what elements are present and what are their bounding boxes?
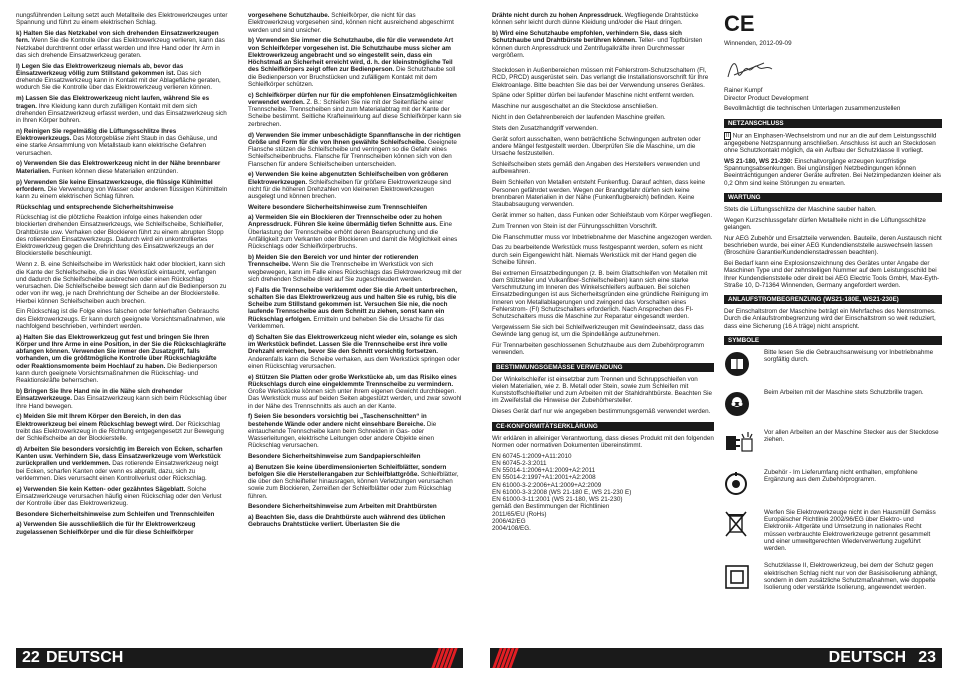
protection-class-ii-icon: II <box>726 132 730 139</box>
paragraph: Maschine nur ausgeschaltet an die Steckdose anschließen. <box>492 103 658 111</box>
paragraph: Rückschlag ist die plötzliche Reaktion infolge eines hakenden oder blockierten drehenden Einsatzwerkzeugs, wie Schleifscheibe, Schleifteller, Drahtbürste usw. Verhaken oder Blockieren führt zu einem abrupten Stopp des rotierenden Einsatzwerkzeugs. Dadurch wird ein unkontrolliertes Elektrowerkzeug gegen die Drehrichtung des Einsatzwerkzeugs an der Blockierstelle beschleunigt. <box>16 214 224 258</box>
column-2 <box>248 12 462 644</box>
list-item: gemäß den Bestimmungen der Richtlinien <box>492 503 610 511</box>
list-item: EN 61000-3-3:2008 (WS 21-180 E, WS 21-230 E) <box>492 488 632 496</box>
language-label: DEUTSCH <box>46 649 124 666</box>
red-stripes-icon <box>435 648 457 668</box>
list-item: 2006/42/EG <box>492 517 526 525</box>
paragraph: a) Vermeiden Sie ein Blockieren der Trennscheibe oder zu hohen Anpressdruck. Führen Sie keine übermäßig tiefen Schnitte aus. Eine Überlastung der Trennscheibe erhöht deren Beanspruchung und die Anfälligkeit zum Verkanten oder Blockieren und damit die Möglichkeit eines Rückschlags oder Schleifkörperbruchs. <box>248 214 458 251</box>
paragraph: d) Verwenden Sie immer unbeschädigte Spannflansche in der richtigen Größe und Form für die von Ihnen gewählte Schleifscheibe. Geeignete Flansche stützen die Schleifscheibe und verringern so die Gefahr eines Schleifscheibenbruchs. Flansche für Trennscheiben können sich von den Flanschen für andere Schleifscheiben unterscheiden. <box>248 131 461 168</box>
section-heading: Rückschlag und entsprechende Sicherheitshinweise <box>16 203 174 211</box>
paragraph: Nicht in den Gefahrenbereich der laufenden Maschine greifen. <box>492 114 666 122</box>
paragraph: o) Verwenden Sie das Elektrowerkzeug nicht in der Nähe brennbarer Materialien. Funken können diese Materialien entzünden. <box>16 160 221 175</box>
list-item: EN 60745-1:2009+A11:2010 <box>492 452 572 460</box>
paragraph: a) Verwenden Sie ausschließlich die für Ihr Elektrowerkzeug zugelassenen Schleifkörper und die für diese Schleifkörper <box>16 521 196 536</box>
section-banner: NETZANSCHLUSS <box>724 119 942 128</box>
paragraph: a) Halten Sie das Elektrowerkzeug gut fest und bringen Sie Ihren Körper und Ihre Arme in eine Position, in der Sie die Rückschlagkräfte abfangen können. Verwenden Sie immer den Zusatzgriff, falls vorhanden, um die größtmögliche Kontrolle über Rückschlagkräfte oder Reaktionsmomente beim Hochlauf zu haben. Die Bedienperson kann durch geeignete Vorsichtsmaßnahmen die Rückschlag- und Reaktionskräfte beherrschen. <box>16 333 227 385</box>
paragraph: Dieses Gerät darf nur wie angegeben bestimmungsgemäß verwendet werden. <box>492 408 711 416</box>
paragraph: k) Halten Sie das Netzkabel von sich drehenden Einsatzwerkzeugen fern. Wenn Sie die Kontrolle über das Elektrowerkzeug verlieren, kann das Netzkabel durchtrennt oder erfasst werden und Ihre Hand oder Ihr Arm in das sich drehende Einsatzwerkzeug geraten. <box>16 30 225 59</box>
paragraph: d) Arbeiten Sie besonders vorsichtig im Bereich von Ecken, scharfen Kanten usw. Verhindern Sie, dass Einsatzwerkzeuge vom Werkstück zurückprallen und verklemmen. Das rotierende Einsatzwerkzeug neigt bei Ecken, scharfen Kanten oder wenn es abprallt, dazu, sich zu verklemmen. Dies verursacht einen Kontrollverlust oder Rückschlag. <box>16 445 223 482</box>
column-4 <box>724 12 942 644</box>
paragraph: Ein Rückschlag ist die Folge eines falschen oder fehlerhaften Gebrauchs des Elektrowerkzeugs. Er kann durch geeignete Vorsichtsmaßnahmen, wie nachfolgend beschrieben, verhindert werden. <box>16 308 226 330</box>
paragraph: b) Verwenden Sie immer die Schutzhaube, die für die verwendete Art von Schleifkörper vorgesehen ist. Die Schutzhaube muss sicher am Elektrowerkzeug angebracht und so eingestellt sein, dass ein Höchstmaß an Sicherheit erreicht wird, d. h. der kleinstmögliche Teil des Schleifkörpers zeigt offen zur Bedienperson. Die Schutzhaube soll die Bedienperson vor Bruchstücken und zufälligem Kontakt mit dem Schleifkörper schützen. <box>248 37 456 88</box>
symbol-description: Werfen Sie Elektrowerkzeuge nicht in den Hausmüll! Gemäss Europäischer Richtlinie 2002/96/EG über Elektro- und Elektronik- Altgeräte und Umsetzung in nationales Recht müssen verbrauchte Elektrowerkzeuge getrennt gesammelt und einer umweltgerechten Wiederverwertung zugeführt werden. <box>764 508 936 553</box>
paragraph: nungsführenden Leitung setzt auch Metallteile des Elektrowerkzeuges unter Spannung und führt zu einem elektrischen Schlag. <box>16 12 228 27</box>
declaration-date: Winnenden, 2012-09-09 <box>724 40 792 48</box>
paragraph: Bei extremen Einsatzbedingungen (z. B. beim Glattschleifen von Metallen mit dem Stützteller und Vulkanfiber-Schleifscheiben) kann sich eine starke Verschmutzung im Inneren des Winkelschleifers aufbauen. Bei solchen Einsatzbedingungen ist aus Sicherheitsgründen eine gründliche Reinigung im Inneren von Metallablagerungen und zwingend das Vorschalten eines Fehlerstrom- (FI) Schutzschalters erforderlich. Nach Ansprechen des FI-Schutzschalters muss die Maschine zur Reparatur eingesandt werden. <box>492 269 708 321</box>
section-heading: Weitere besondere Sicherheitshinweise zum Trennschleifen <box>248 203 428 211</box>
paragraph: WS 21-180, WS 21-230: Einschaltvorgänge erzeugen kurzfristige Spannungsabsenkungen. Bei ungünstigen Netzbedingungen können Beeinträchtigungen anderer Geräte auftreten. Bei Netzimpedanzen kleiner als 0,2 Ohm sind keine Störungen zu erwarten. <box>724 157 942 187</box>
symbol-row <box>724 429 942 459</box>
red-stripes-icon <box>496 648 518 668</box>
symbol-row <box>724 562 942 592</box>
paragraph: Stets den Zusatzhandgriff verwenden. <box>492 124 598 132</box>
paragraph: p) Verwenden Sie keine Einsatzwerkzeuge, die flüssige Kühlmittel erfordern. Die Verwendung von Wasser oder anderen flüssigen Kühlmitteln kann zu einem elektrischen Schlag führen. <box>16 178 228 201</box>
symbol-description: Bitte lesen Sie die Gebrauchsanweisung vor Inbetriebnahme sorgfältig durch. <box>764 348 934 364</box>
language-label: DEUTSCH <box>828 649 906 666</box>
page-number: 22 <box>22 649 40 666</box>
section-banner: CE-KONFORMITÄTSERKLÄRUNG <box>492 422 714 431</box>
paragraph: vorgesehene Schutzhaube. Schleifkörper, die nicht für das Elektrowerkzeug vorgesehen sind, können nicht ausreichend abgeschirmt werden und sind unsicher. <box>248 12 454 34</box>
paragraph: Zum Trennen von Stein ist der Führungsschlitten Vorschrift. <box>492 222 658 230</box>
paragraph: Für Trennarbeiten geschlossenen Schutzhaube aus dem Zubehörprogramm verwenden. <box>492 342 705 357</box>
section-heading: Besondere Sicherheitshinweise zum Sandpapierschleifen <box>248 453 421 461</box>
crossed-bin-icon <box>724 509 764 539</box>
paragraph: e) Verwenden Sie keine abgenutzten Schleifscheiben von größeren Elektrowerkzeugen. Schleifscheiben für größere Elektrowerkzeuge sind nicht für die höheren Drehzahlen von kleineren Elektrowerkzeugen ausgelegt und können brechen. <box>248 171 452 201</box>
unplug-icon <box>724 429 764 459</box>
paragraph: b) Wird eine Schutzhaube empfohlen, verhindern Sie, dass sich Schutzhaube und Drahtbürste berühren können. Teller- und Topfbürsten können durch Anpressdruck und Zentrifugalkräfte ihren Durchmesser vergrößern. <box>492 30 703 59</box>
list-item: EN 61000-3-11:2001 (WS 21-180, WS 21-230) <box>492 496 623 504</box>
paragraph: l) Legen Sie das Elektrowerkzeug niemals ab, bevor das Einsatzwerkzeug völlig zum Stillstand gekommen ist. Das sich drehende Einsatzwerkzeug kann in Kontakt mit der Ablagefläche geraten, wodurch Sie die Kontrolle über das Elektrowerkzeug verlieren können. <box>16 62 221 92</box>
section-heading: Besondere Sicherheitshinweise zum Schleifen und Trennschleifen <box>16 511 215 519</box>
paragraph: Wenn z. B. eine Schleifscheibe im Werkstück hakt oder blockiert, kann sich die Kante der Schleifscheibe, die in das Werkstück eintaucht, verfangen und dadurch die Schleifscheibe ausbrechen oder einen Rückschlag verursachen. Die Schleifscheibe bewegt sich dann auf die Bedienperson zu oder von ihr weg, je nach Drehrichtung der Scheibe an der Blockierstelle. Hierbei können Schleifscheiben auch brechen. <box>16 261 227 305</box>
paragraph: b) Bringen Sie Ihre Hand nie in die Nähe sich drehender Einsatzwerkzeuge. Das Einsatzwerkzeug kann sich beim Rückschlag über Ihre Hand bewegen. <box>16 388 227 410</box>
paragraph: e) Stützen Sie Platten oder große Werkstücke ab, um das Risiko eines Rückschlags durch eine eingeklemmte Trennscheibe zu vermindern. Große Werkstücke können sich unter ihrem eigenen Gewicht durchbiegen. Das Werkstück muss auf beiden Seiten abgestützt werden, und zwar sowohl in der Nähe des Trennschnitts als auch an der Kante. <box>248 373 462 410</box>
section-heading: Besondere Sicherheitshinweise zum Arbeiten mit Drahtbürsten <box>248 503 437 511</box>
paragraph: Gerät sofort ausschalten, wenn beträchtliche Schwingungen auftreten oder andere Mängel festgestellt werden. Überprüfen Sie die Maschine, um die Ursache festzustellen. <box>492 135 701 158</box>
paragraph: b) Meiden Sie den Bereich vor und hinter der rotierenden Trennscheibe. Wenn Sie die Trennscheibe im Werkstück von sich wegbewegen, kann im Falle eines Rückschlags das Elektrowerkzeug mit der sich drehenden Scheibe direkt auf Sie zugeschleudert werden. <box>248 254 462 283</box>
symbol-row <box>724 469 942 499</box>
symbol-description: Schutzklasse II, Elektrowerkzeug, bei dem der Schutz gegen elektrischen Schlag nicht nur von der Basisisolierung abhängt, sondern in dem zusätzliche Schutzmaßnahmen, wie doppelte Isolierung oder verstärkte Isolierung, angewendet werden. <box>764 562 938 592</box>
paragraph: Wir erklären in alleiniger Verantwortung, dass dieses Produkt mit den folgenden Normen oder normativen Dokumenten übereinstimmt. <box>492 434 714 449</box>
paragraph: n) Reinigen Sie regelmäßig die Lüftungsschlitze Ihres Elektrowerkzeugs. Das Motorgebläse zieht Staub in das Gehäuse, und eine starke Ansammlung von Metallstaub kann elektrische Gefahren verursachen. <box>16 127 218 157</box>
paragraph: Steckdosen in Außenbereichen müssen mit Fehlerstrom-Schutzschaltern (FI, RCD, PRCD) ausgerüstet sein. Das verlangt die Installationsvorschrift für Ihre Elektroanlage. Bitte beachten Sie das bei der Verwendung unseres Gerätes. <box>492 67 709 89</box>
page-number: 23 <box>918 649 936 666</box>
signer-role: Director Product Development <box>724 94 809 102</box>
paragraph: d) Schalten Sie das Elektrowerkzeug nicht wieder ein, solange es sich im Werkstück befindet. Lassen Sie die Trennscheibe erst ihre volle Drehzahl erreichen, bevor Sie den Schnitt vorsichtig fortsetzen. Anderenfalls kann die Scheibe verhaken, aus dem Werkstück springen oder einen Rückschlag verursachen. <box>248 333 460 370</box>
paragraph: a) Benutzen Sie keine überdimensionierten Schleifblätter, sondern befolgen Sie die Herstellerangaben zur Schleifblattgröße. Schleifblätter, die über den Schleifteller hinausragen, können Verletzungen verursachen sowie zum Blockieren, Zerreißen der Schleifblätter oder zum Rückschlag führen. <box>248 463 459 500</box>
paragraph: c) Schleifkörper dürfen nur für die empfohlenen Einsatzmöglichkeiten verwendet werden. Z. B.: Schleifen Sie nie mit der Seitenfläche einer Trennscheibe. Trennscheiben sind zum Materialabtrag mit der Kante der Scheibe bestimmt. Seitliche Krafteinwirkung auf diese Schleifkörper kann sie zerbrechen. <box>248 91 462 128</box>
column-3 <box>492 12 714 644</box>
paragraph: Stets die Lüftungsschlitze der Maschine sauber halten. <box>724 205 877 213</box>
paragraph: Beim Schleifen von Metallen entsteht Funkenflug. Darauf achten, dass keine Personen gefährdet werden. Wegen der Brandgefahr dürfen sich keine brennbaren Materialien in der Nähe (Funkenflugbereich) befinden. Keine Staubabsaugung verwenden. <box>492 179 706 208</box>
paragraph: Der Einschaltstrom der Maschine beträgt ein Mehrfaches des Nennstromes. Durch die Anlaufstrombegrenzung wird der Einschaltstrom so weit reduziert, dass eine Sicherung (16 A träge) nicht anspricht. <box>724 308 936 330</box>
section-banner: ANLAUFSTROMBEGRENZUNG (WS21-180E, WS21-230E) <box>724 295 942 304</box>
protection-class-ii-icon <box>724 562 764 592</box>
signer-name: Rainer Kumpf <box>724 87 763 95</box>
paragraph: f) Seien Sie besonders vorsichtig bei „Taschenschnitten“ in bestehende Wände oder andere nicht einsehbare Bereiche. Die eintauchende Trennscheibe kann beim Schneiden in Gas- oder Wasserleitungen, elektrische Leitungen oder andere Objekte einen Rückschlag verursachen. <box>248 413 437 450</box>
list-item: EN 60745-2-3:2011 <box>492 459 547 467</box>
read-manual-icon <box>724 349 764 379</box>
authorization-text: Bevollmächtigt die technischen Unterlagen zusammenzustellen <box>724 105 901 113</box>
ce-mark-icon <box>724 12 764 34</box>
paragraph: Gerät immer so halten, dass Funken oder Schleifstaub vom Körper wegfliegen. <box>492 211 713 219</box>
symbol-row <box>724 349 942 379</box>
footer-bar-right <box>490 648 942 668</box>
symbol-description: Zubehör - Im Lieferumfang nicht enthalten, empfohlene Ergänzung aus dem Zubehörprogramm. <box>764 468 918 484</box>
paragraph: Bei Bedarf kann eine Explosionszeichnung des Gerätes unter Angabe der Maschinen Type und der zehnstelligen Nummer auf dem Leistungsschild bei Ihrer Kundendienststelle oder direkt bei AEG Electric Tools GmbH, Max-Eyth-Straße 10, D-71364 Winnenden, Germany angefordert werden. <box>724 260 940 289</box>
standards-list <box>492 453 714 533</box>
paragraph: Der Winkelschleifer ist einsetzbar zum Trennen und Schruppschleifen von vielen Materialien, wie z. B. Metall oder Stein, sowie zum Schleifen mit Kunststoffschleifteller und zum Arbeiten mit der Stahldrahtbürste. Beachten Sie im Zweifelsfall die Hinweise der Zubehörhersteller. <box>492 375 713 405</box>
list-item: 2011/65/EU (RoHs) <box>492 510 547 518</box>
paragraph: II Nur an Einphasen-Wechselstrom und nur an die auf dem Leistungsschild angegebene Netzspannung anschließen. Anschluss ist auch an Steckdosen ohne Schutzkontakt möglich, da ein Aufbau der Schutzklasse II vorliegt. <box>724 132 937 154</box>
section-banner: BESTIMMUNGSGEMÄSSE VERWENDUNG <box>492 363 714 372</box>
ce-mark-text: CE <box>724 12 755 34</box>
paragraph: c) Falls die Trennscheibe verklemmt oder Sie die Arbeit unterbrechen, schalten Sie das Elektrowerkzeug aus und halten Sie es ruhig, bis die Scheibe zum Stillstand gekommen ist. Versuchen Sie nie, die noch laufende Trennscheibe aus dem Schnitt zu ziehen, sonst kann ein Rückschlag erfolgen. Ermitteln und beheben Sie die Ursache für das Verklemmen. <box>248 286 458 330</box>
list-item: EN 61000-3-2:2006+A1:2009+A2:2009 <box>492 481 602 489</box>
list-item: 2004/108/EG. <box>492 525 531 533</box>
symbol-row <box>724 389 942 419</box>
paragraph: Vergewissern Sie sich bei Schleifwerkzeugen mit Gewindeeinsatz, dass das Gewinde lang genug ist, um die Spindellänge aufzunehmen. <box>492 324 704 339</box>
list-item: EN 55014-2:1997+A1:2001+A2:2008 <box>492 474 596 482</box>
paragraph: Das zu bearbeitende Werkstück muss festgespannt werden, sofern es nicht durch sein Eigengewicht hält. Niemals Werkstück mit der Hand gegen die Scheibe führen. <box>492 244 703 266</box>
paragraph: Nur AEG Zubehör und Ersatzteile verwenden. Bauteile, deren Austausch nicht beschrieben wurde, bei einer AEG Kundendienststelle auswechseln lassen (Broschüre Garantie/Kundendienstadressen beachten). <box>724 234 942 257</box>
symbol-row <box>724 509 942 553</box>
safety-goggles-icon <box>724 389 764 419</box>
paragraph: Die Flanschmutter muss vor Inbetriebnahme der Maschine angezogen werden. <box>492 233 713 241</box>
accessory-icon <box>724 469 764 499</box>
paragraph: m) Lassen Sie das Elektrowerkzeug nicht laufen, während Sie es tragen. Ihre Kleidung kann durch zufälligen Kontakt mit dem sich drehenden Einsatzwerkzeug erfasst werden, und das Einsatzwerkzeug sich in Ihren Körper bohren. <box>16 95 227 125</box>
paragraph: Wegen Kurzschlussgefahr dürfen Metallteile nicht in die Lüftungsschlitze gelangen. <box>724 216 926 231</box>
paragraph: a) Beachten Sie, dass die Drahtbürste auch während des üblichen Gebrauchs Drahtstücke verliert. Überlasten Sie die <box>248 513 446 528</box>
list-item: EN 55014-1:2006+A1:2009+A2:2011 <box>492 467 596 475</box>
section-banner: WARTUNG <box>724 193 942 202</box>
paragraph: Späne oder Splitter dürfen bei laufender Maschine nicht entfernt werden. <box>492 92 695 100</box>
section-banner: SYMBOLE <box>724 336 942 345</box>
paragraph: Drähte nicht durch zu hohen Anpressdruck. Wegfliegende Drahtstücke können sehr leicht durch dünne Kleidung und/oder die Haut dringen. <box>492 12 699 27</box>
paragraph: e) Verwenden Sie kein Ketten- oder gezähntes Sägeblatt. Solche Einsatzwerkzeuge verursachen häufig einen Rückschlag oder den Verlust der Kontrolle über das Elektrowerkzeug. <box>16 485 222 508</box>
paragraph: c) Meiden Sie mit Ihrem Körper den Bereich, in den das Elektrowerkzeug bei einem Rückschlag bewegt wird. Der Rückschlag treibt das Elektrowerkzeug in die Richtung entgegengesetzt zur Bewegung der Schleifscheibe an der Blockierstelle. <box>16 413 224 443</box>
paragraph: Schleifscheiben stets gemäß den Angaben des Herstellers verwenden und aufbewahren. <box>492 161 700 176</box>
symbol-description: Beim Arbeiten mit der Maschine stets Schutzbrille tragen. <box>764 388 924 396</box>
signature-icon <box>724 55 784 83</box>
symbol-description: Vor allen Arbeiten an der Maschine Stecker aus der Steckdose ziehen. <box>764 428 939 444</box>
footer-bar-left <box>16 648 463 668</box>
column-1 <box>16 12 228 644</box>
